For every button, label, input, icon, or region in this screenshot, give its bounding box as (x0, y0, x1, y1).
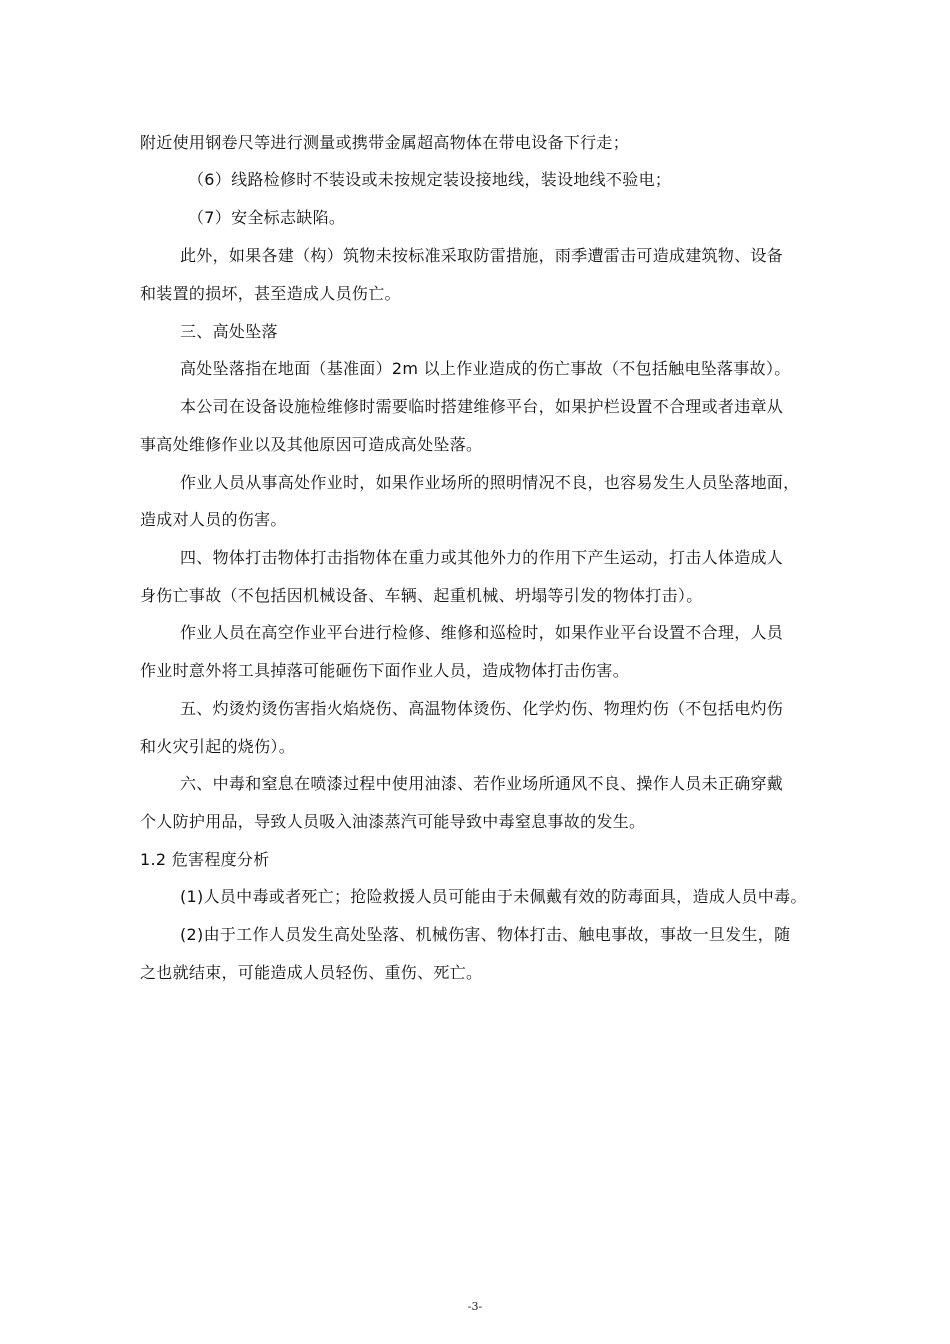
paragraph-line: (2)由于工作人员发生高处坠落、机械伤害、物体打击、触电事故，事故一旦发生，随 (180, 925, 791, 944)
paragraph-line: 作业人员在高空作业平台进行检修、维修和巡检时，如果作业平台设置不合理，人员 (180, 623, 784, 642)
paragraph-line: 之也就结束，可能造成人员轻伤、重伤、死亡。 (140, 963, 483, 982)
paragraph-line: 个人防护用品，导致人员吸入油漆蒸汽可能导致中毒窒息事故的发生。 (140, 812, 646, 831)
paragraph-line: 事高处维修作业以及其他原因可造成高处坠落。 (140, 435, 483, 454)
paragraph-line: 本公司在设备设施检维修时需要临时搭建维修平台，如果护栏设置不合理或者违章从 (180, 397, 784, 416)
list-item: （6）线路检修时不装设或未按规定装设接地线，装设地线不验电； (188, 170, 672, 189)
paragraph-line: 高处坠落指在地面（基准面）2m 以上作业造成的伤亡事故（不包括触电坠落事故）。 (180, 359, 791, 378)
text-line: 附近使用钢卷尺等进行测量或携带金属超高物体在带电设备下行走； (140, 133, 630, 152)
section-heading: 五、灼烫灼烫伤害指火焰烧伤、高温物体烫伤、化学灼伤、物理灼伤（不包括电灼伤 (180, 699, 784, 718)
paragraph-line: 和火灾引起的烧伤）。 (140, 737, 296, 756)
paragraph-line: 作业时意外将工具掉落可能砸伤下面作业人员，造成物体打击伤害。 (140, 661, 630, 680)
paragraph-line: (1)人员中毒或者死亡；抢险救援人员可能由于未佩戴有效的防毒面具，造成人员中毒。 (180, 887, 807, 906)
paragraph-line: 身伤亡事故（不包括因机械设备、车辆、起重机械、坍塌等引发的物体打击）。 (140, 586, 703, 605)
section-heading: 六、中毒和窒息在喷漆过程中使用油漆、若作业场所通风不良、操作人员未正确穿戴 (180, 774, 784, 793)
section-heading: 三、高处坠落 (180, 322, 278, 341)
paragraph-line: 造成对人员的伤害。 (140, 510, 287, 529)
list-item: （7）安全标志缺陷。 (188, 208, 346, 227)
page-number: -3- (467, 1300, 483, 1313)
paragraph-line: 此外，如果各建（构）筑物未按标准采取防雷措施，雨季遭雷击可造成建筑物、设备 (180, 246, 784, 265)
paragraph-line: 作业人员从事高处作业时，如果作业场所的照明情况不良，也容易发生人员坠落地面， (180, 473, 800, 492)
paragraph-line: 和装置的损坏，甚至造成人员伤亡。 (140, 284, 401, 303)
subsection-heading: 1.2 危害程度分析 (140, 850, 270, 869)
section-heading: 四、物体打击物体打击指物体在重力或其他外力的作用下产生运动，打击人体造成人 (180, 548, 784, 567)
